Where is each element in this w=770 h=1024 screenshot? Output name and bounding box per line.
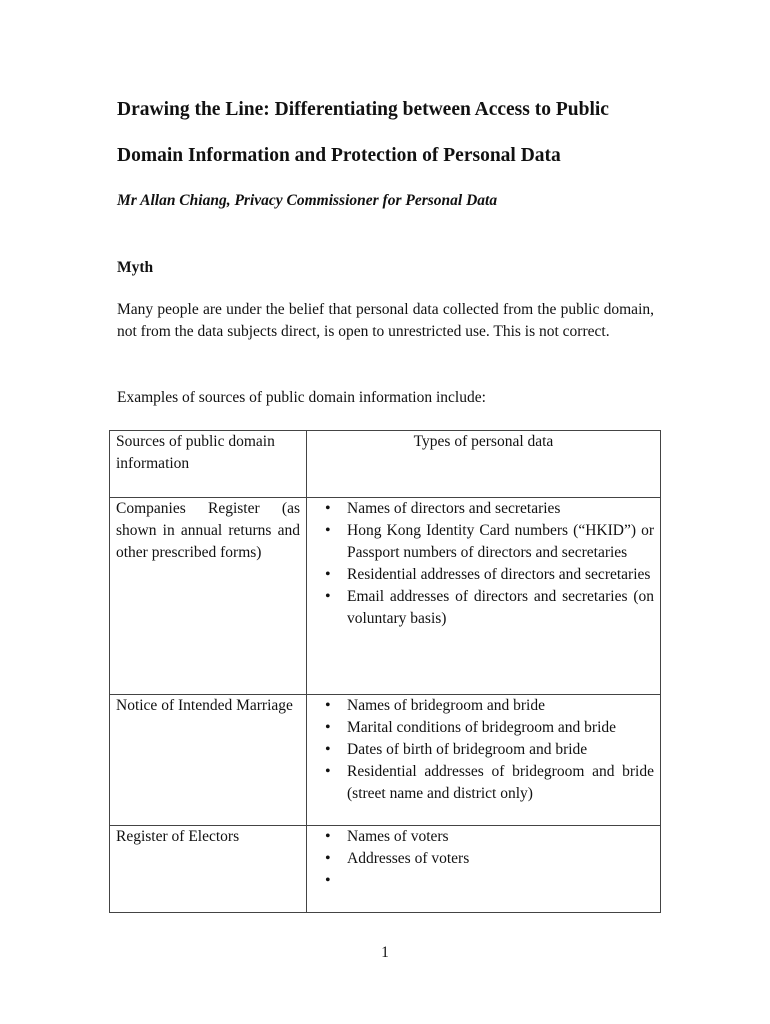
- sources-table: [109, 430, 661, 913]
- header-types: Types of personal data: [307, 431, 661, 498]
- list-item: • Names of bridegroom and bride: [347, 695, 654, 717]
- document-title-line-2: Domain Information and Protection of Personal Data: [117, 145, 561, 166]
- source-cell: Companies Register (as shown in annual returns and other prescribed forms): [110, 498, 307, 695]
- table-row: [110, 695, 661, 826]
- header-sources: Sources of public domain information: [110, 431, 307, 498]
- list-item: • Marital conditions of bridegroom and bride: [347, 717, 654, 739]
- list-item: • Names of directors and secretaries: [347, 498, 654, 520]
- source-cell: Notice of Intended Marriage: [110, 695, 307, 826]
- body-paragraph-1: Many people are under the belief that personal data collected from the public domain, not from the data subjects direct, is open to unrestricted use. This is not correct.: [117, 301, 654, 340]
- list-item: • Names of voters: [347, 826, 654, 848]
- types-cell: [307, 826, 661, 913]
- types-cell: [307, 695, 661, 826]
- table-row: [110, 498, 661, 695]
- section-heading: Myth: [117, 259, 154, 276]
- page-number: 1: [381, 944, 389, 961]
- list-item: • Addresses of voters: [347, 848, 654, 870]
- author-line: Mr Allan Chiang, Privacy Commissioner for Personal Data: [117, 192, 498, 209]
- body-paragraph-2: Examples of sources of public domain information include:: [117, 389, 486, 406]
- types-cell: [307, 498, 661, 695]
- list-item: [347, 870, 654, 892]
- list-item: • Hong Kong Identity Card numbers (“HKID”) or Passport numbers of directors and secretaries: [347, 520, 654, 564]
- source-cell: Register of Electors: [110, 826, 307, 913]
- document-title-line-1: Drawing the Line: Differentiating between Access to Public: [117, 99, 609, 120]
- list-item: • Dates of birth of bridegroom and bride: [347, 739, 654, 761]
- types-list: [313, 498, 654, 630]
- table-header-row: [110, 431, 661, 498]
- list-item: • Email addresses of directors and secretaries (on voluntary basis): [347, 586, 654, 630]
- types-list: [313, 826, 654, 892]
- table-row: [110, 826, 661, 913]
- list-item: • Residential addresses of bridegroom and bride (street name and district only): [347, 761, 654, 805]
- list-item: • Residential addresses of directors and secretaries: [347, 564, 654, 586]
- types-list: [313, 695, 654, 805]
